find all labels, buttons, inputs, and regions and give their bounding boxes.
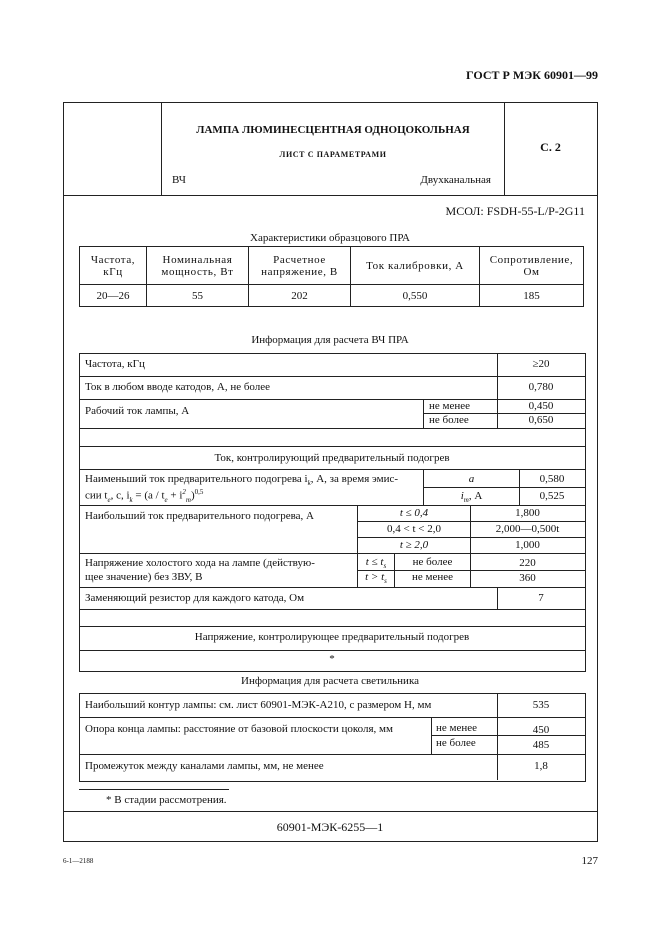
footnote: * В стадии рассмотрения. [106, 794, 227, 806]
im-value: 0,525 [539, 490, 565, 502]
support-max-value: 485 [532, 739, 550, 751]
min-preheat-label-1: Наименьший ток предварительного подогрева $i_k$, А, за время эмис- [85, 473, 399, 488]
working-min-value: 0,450 [528, 400, 554, 412]
voltage-value: * [329, 653, 335, 665]
ocv-label-2: щее значение) без ЗВУ, В [85, 571, 203, 583]
lamp-title: ЛАМПА ЛЮМИНЕСЦЕНТНАЯ ОДНОЦОКОЛЬНАЯ [196, 124, 470, 136]
page-number: 127 [581, 855, 598, 867]
header-voltage: Расчетное напряжение, В [249, 247, 351, 285]
luminaire-caption: Информация для расчета светильника [241, 675, 419, 687]
cathode-label: Ток в любом вводе катодов, А, не более [85, 381, 271, 393]
lamp-subtitle: ЛИСТ С ПАРАМЕТРАМИ [279, 150, 387, 159]
voltage-caption: Напряжение, контролирующее предварительный подогрев [194, 631, 470, 643]
ocv-value-1: 220 [519, 557, 536, 569]
max-cond-3: t ≥ 2,0 [399, 539, 429, 551]
preheat-caption: Ток, контролирующий предварительный подогрев [214, 452, 450, 464]
freq-label: Частота, кГц [85, 358, 145, 370]
value-resistance: 185 [480, 285, 584, 307]
title-divider-left [161, 102, 162, 195]
header-frequency: Частота, кГц [80, 247, 147, 285]
gap-value: 1,8 [534, 760, 548, 772]
print-code: 6-1—2188 [63, 857, 94, 865]
gap-label: Промежуток между каналами лампы, мм, не менее [85, 760, 324, 772]
a-value: 0,580 [539, 473, 565, 485]
header-calibration-current: Ток калибровки, А [351, 247, 480, 285]
freq-value: ≥20 [532, 358, 550, 370]
header-resistance: Сопротивление, Ом [480, 247, 584, 285]
value-voltage: 202 [249, 285, 351, 307]
cathode-value: 0,780 [528, 381, 554, 393]
value-frequency: 20—26 [80, 285, 147, 307]
header-power: Номинальная мощность, Вт [147, 247, 249, 285]
working-label: Рабочий ток лампы, А [85, 405, 190, 417]
max-cond-2: 0,4 < t < 2,0 [387, 523, 441, 535]
support-label: Опора конца лампы: расстояние от базовой плоскости цоколя, мм [85, 723, 393, 735]
working-max-value: 0,650 [528, 414, 554, 426]
max-value-2: 2,000—0,500t [495, 523, 560, 535]
contour-value: 535 [532, 699, 550, 711]
resistor-label: Заменяющий резистор для каждого катода, Ом [85, 592, 305, 604]
lamp-code: МСОЛ: FSDH-55-L/P-2G11 [445, 204, 585, 218]
title-bottom-line [63, 195, 597, 196]
ocv-cond-2: $t > t_s$ [365, 571, 387, 586]
value-calibration-current: 0,550 [351, 285, 480, 307]
working-max-label: не более [429, 414, 469, 426]
contour-label: Наибольший контур лампы: см. лист 60901-МЭК-А210, с размером H, мм [85, 699, 432, 711]
ocv-cond-1: $t \le t_s$ [365, 556, 387, 571]
support-max-label: не более [436, 737, 476, 749]
working-min-label: не менее [429, 400, 471, 412]
max-preheat-label: Наибольший ток предварительного подогрева, А [85, 510, 314, 522]
sheet-number: 60901-МЭК-6255—1 [276, 820, 384, 834]
resistor-value: 7 [538, 592, 544, 604]
min-preheat-label-2: сии $t_e$, с, $i_k = (a / t_e + i^2_m)^{0,5}$ [85, 488, 204, 504]
ballast-caption: Характеристики образцового ПРА [250, 232, 410, 244]
max-value-1: 1,800 [515, 507, 540, 519]
support-min-label: не менее [436, 722, 478, 734]
max-cond-1: t ≤ 0,4 [399, 507, 429, 519]
a-label: a [468, 473, 475, 485]
type-tag: ВЧ [172, 174, 186, 186]
ocv-bound-1: не более [412, 556, 453, 568]
ocv-value-2: 360 [519, 572, 536, 584]
value-power: 55 [147, 285, 249, 307]
ballast-table [79, 246, 584, 307]
ocv-label-1: Напряжение холостого хода на лампе (действую- [85, 557, 315, 569]
im-label: $i_m$, А [460, 490, 483, 505]
footnote-rule [79, 789, 229, 790]
max-value-3: 1,000 [515, 539, 540, 551]
support-min-value: 450 [532, 724, 550, 736]
ocv-bound-2: не менее [411, 571, 453, 583]
page-label: С. 2 [540, 140, 561, 154]
standard-number: ГОСТ Р МЭК 60901—99 [466, 68, 598, 82]
hf-caption: Информация для расчета ВЧ ПРА [251, 334, 409, 346]
channel-tag: Двухканальная [420, 174, 491, 186]
